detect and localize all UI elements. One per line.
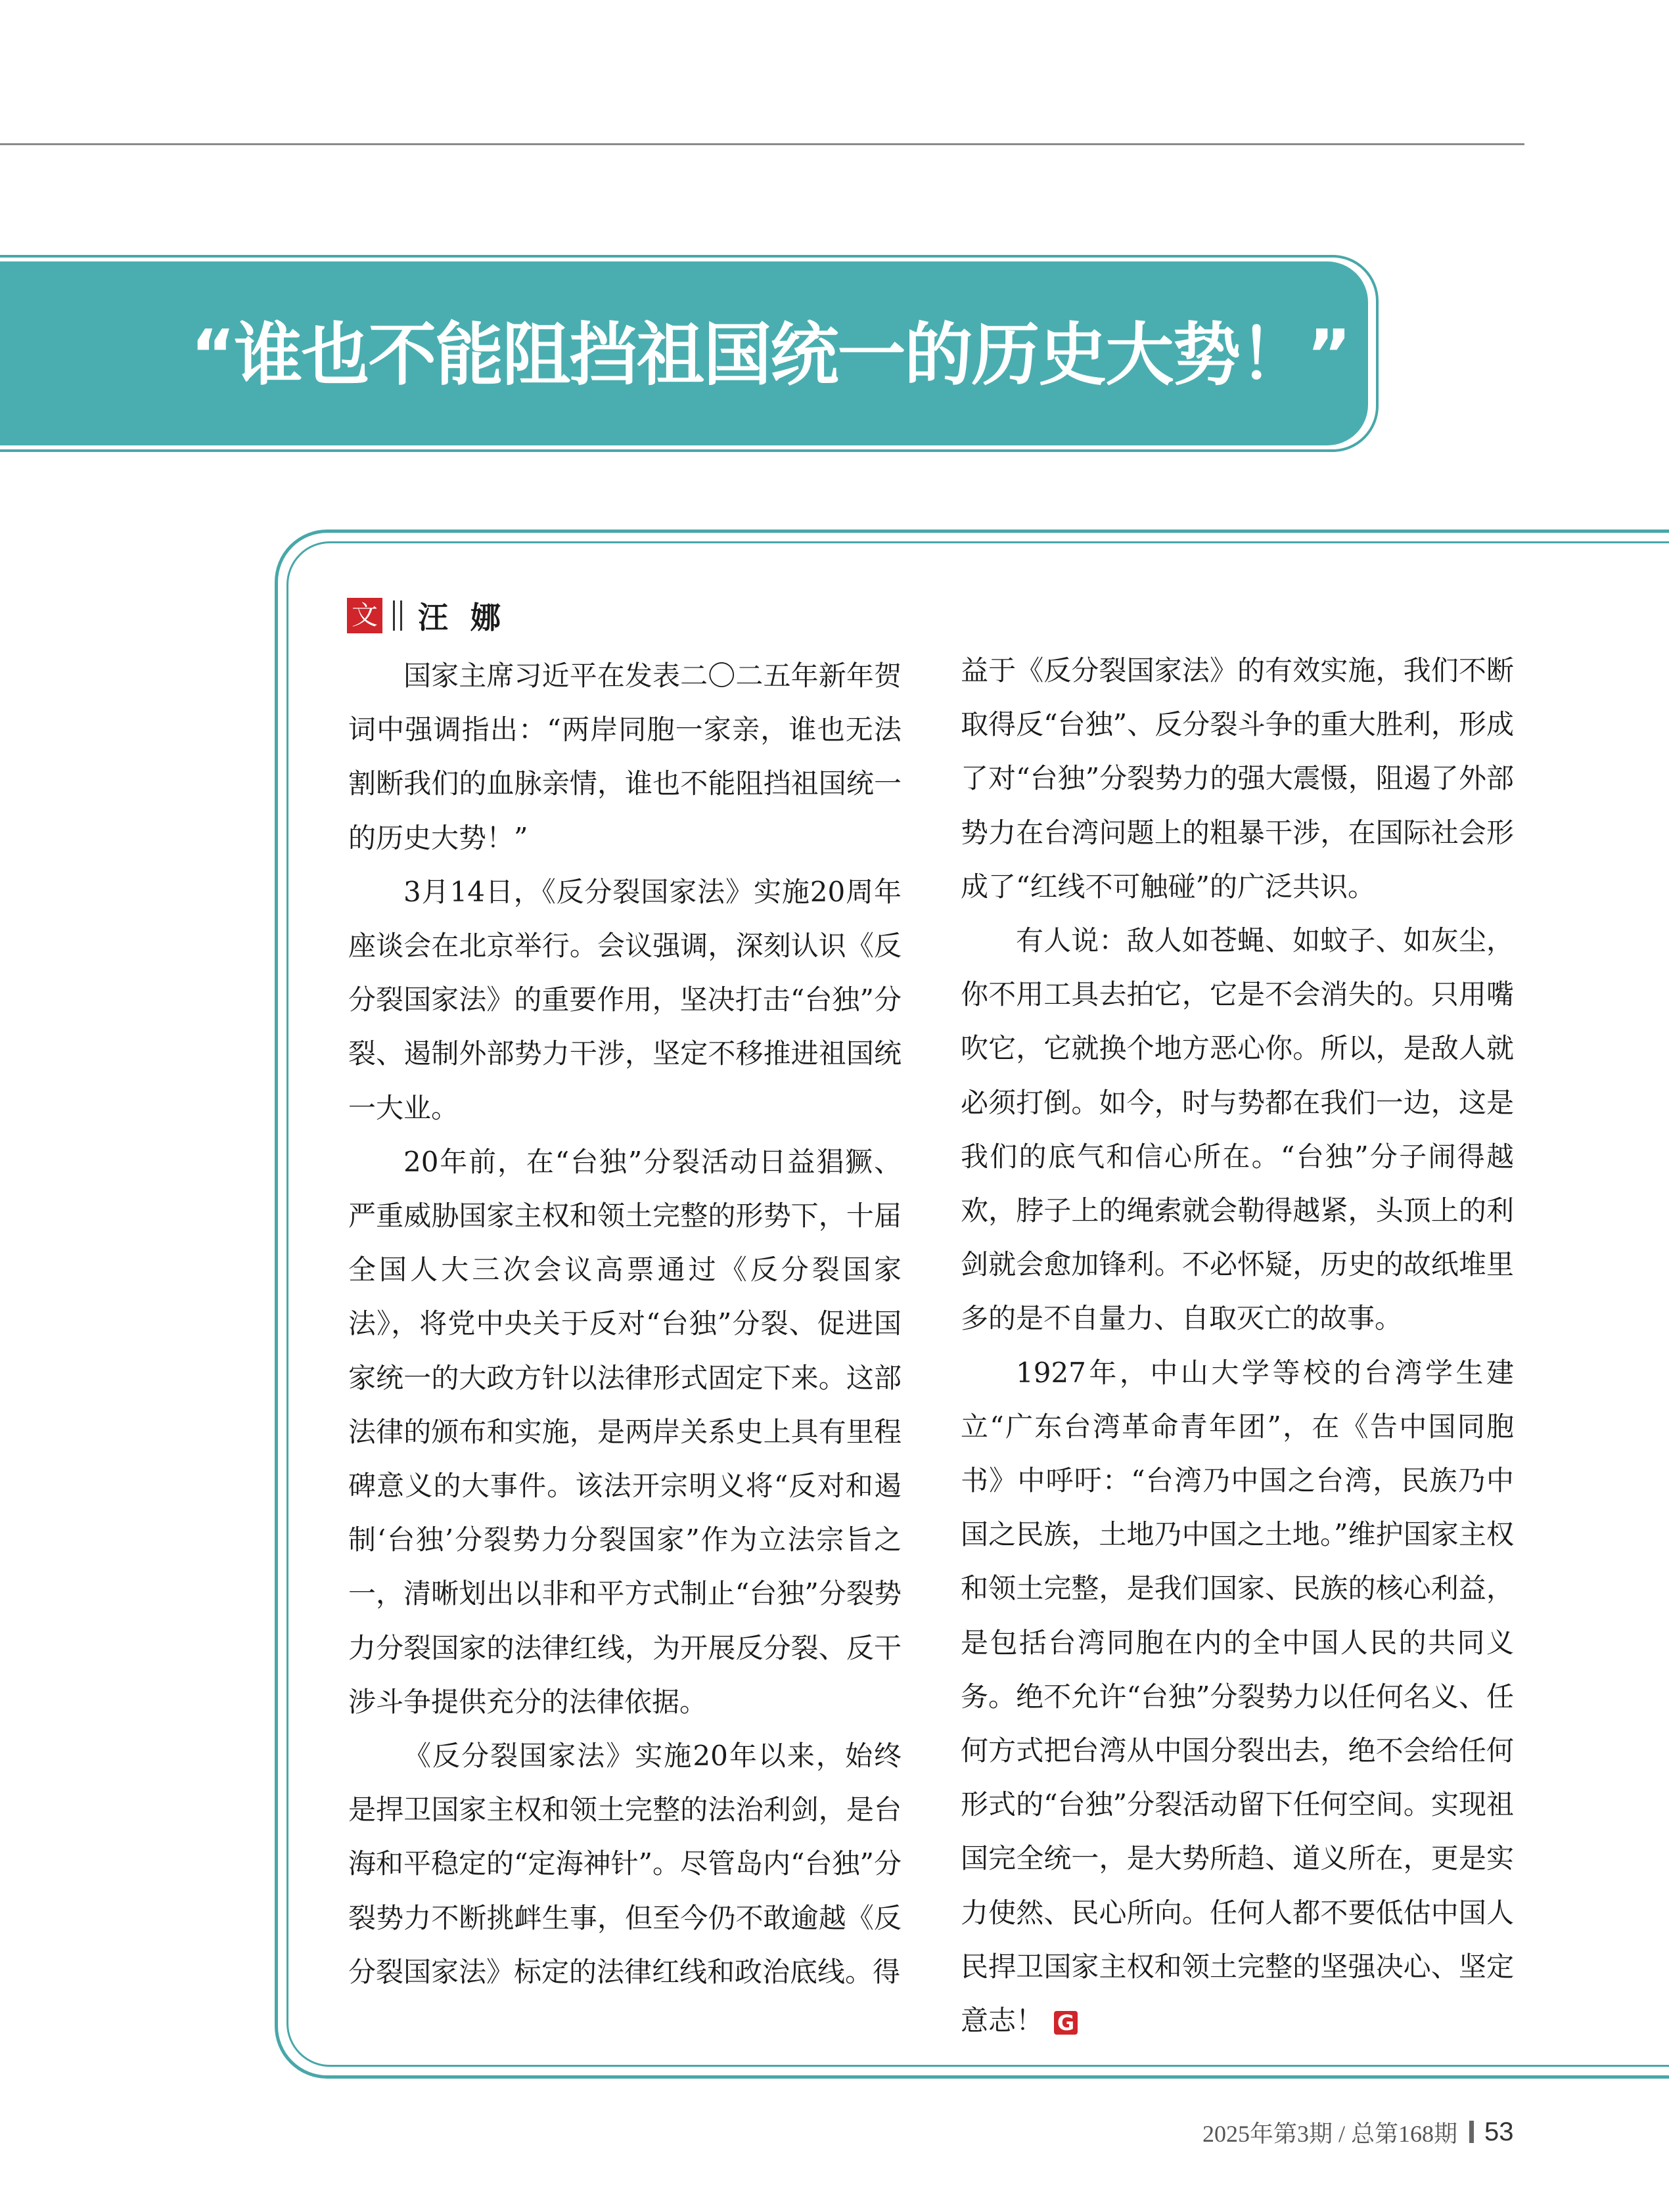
end-mark-icon: G (1054, 2011, 1078, 2035)
byline-tag: 文 (347, 598, 382, 633)
page-footer (1202, 2115, 1514, 2148)
paragraph-continued: 益于《反分裂国家法》的有效实施，我们不断取得反“台独”、反分裂斗争的重大胜利，形成了对“台独”分裂势力的强大震慑，阻遏了外部势力在台湾问题上的粗暴干涉，在国际社会形成了“红线不可触碰”的广泛共识。 (961, 654, 1514, 903)
left-column (348, 649, 902, 1999)
paragraph-text: 1927年，中山大学等校的台湾学生建立“广东台湾革命青年团”，在《告中国同胞书》中呼吁：“台湾乃中国之台湾，民族乃中国之民族，土地乃中国之土地。”维护国家主权和领土完整，是我们国家、民族的核心利益，是包括台湾同胞在内的全中国人民的共同义务。绝不允许“台独”分裂势力以任何名义、任何方式把台湾从中国分裂出去，绝不会给任何形式的“台独”分裂活动留下任何空间。实现祖国完全统一，是大势所趋、道义所在，更是实力使然、民心所向。任何人都不要低估中国人民捍卫国家主权和领土完整的坚强决心、坚定意志！ (961, 1356, 1514, 2037)
paragraph: 《反分裂国家法》实施20年以来，始终是捍卫国家主权和领土完整的法治利剑，是台海和平稳定的“定海神针”。尽管岛内“台独”分裂势力不断挑衅生事，但至今仍不敢逾越《反分裂国家法》标定的法律红线和政治底线。得 (348, 1740, 902, 1988)
header-rule (0, 143, 1524, 145)
right-column (961, 644, 1514, 2048)
byline (347, 597, 523, 635)
paragraph: 20年前，在“台独”分裂活动日益猖獗、严重威胁国家主权和领土完整的形势下，十届全国人大三次会议高票通过《反分裂国家法》，将党中央关于反对“台独”分裂、促进国家统一的大政方针以法律形式固定下来。这部法律的颁布和实施，是两岸关系史上具有里程碑意义的大事件。该法开宗明义将“反对和遏制‘台独’分裂势力分裂国家”作为立法宗旨之一，清晰划出以非和平方式制止“台独”分裂势力分裂国家的法律红线，为开展反分裂、反干涉斗争提供充分的法律依据。 (348, 1145, 902, 1718)
issue-info: 2025年第3期 / 总第168期 (1202, 2120, 1458, 2147)
paragraph: 国家主席习近平在发表二〇二五年新年贺词中强调指出：“两岸同胞一家亲，谁也无法割断我们的血脉亲情，谁也不能阻挡祖国统一的历史大势！” (348, 660, 902, 854)
paragraph: 3月14日，《反分裂国家法》实施20周年座谈会在北京举行。会议强调，深刻认识《反分裂国家法》的重要作用，坚决打击“台独”分裂、遏制外部势力干涉，坚定不移推进祖国统一大业。 (348, 875, 902, 1124)
paragraph-last (961, 1346, 1514, 2048)
author-name: 汪娜 (418, 600, 523, 635)
article-title: “谁也不能阻挡祖国统一的历史大势！” (191, 315, 1350, 395)
paragraph: 有人说：敌人如苍蝇、如蚊子、如灰尘，你不用工具去拍它，它是不会消失的。只用嘴吹它，它就换个地方恶心你。所以，是敌人就必须打倒。如今，时与势都在我们一边，这是我们的底气和信心所在。“台独”分子闹得越欢，脖子上的绳索就会勒得越紧，头顶上的利剑就会愈加锋利。不必怀疑，历史的故纸堆里多的是不自量力、自取灭亡的故事。 (961, 924, 1514, 1335)
page-number: 53 (1484, 2117, 1514, 2146)
footer-divider (1469, 2121, 1474, 2143)
byline-divider (393, 600, 402, 631)
